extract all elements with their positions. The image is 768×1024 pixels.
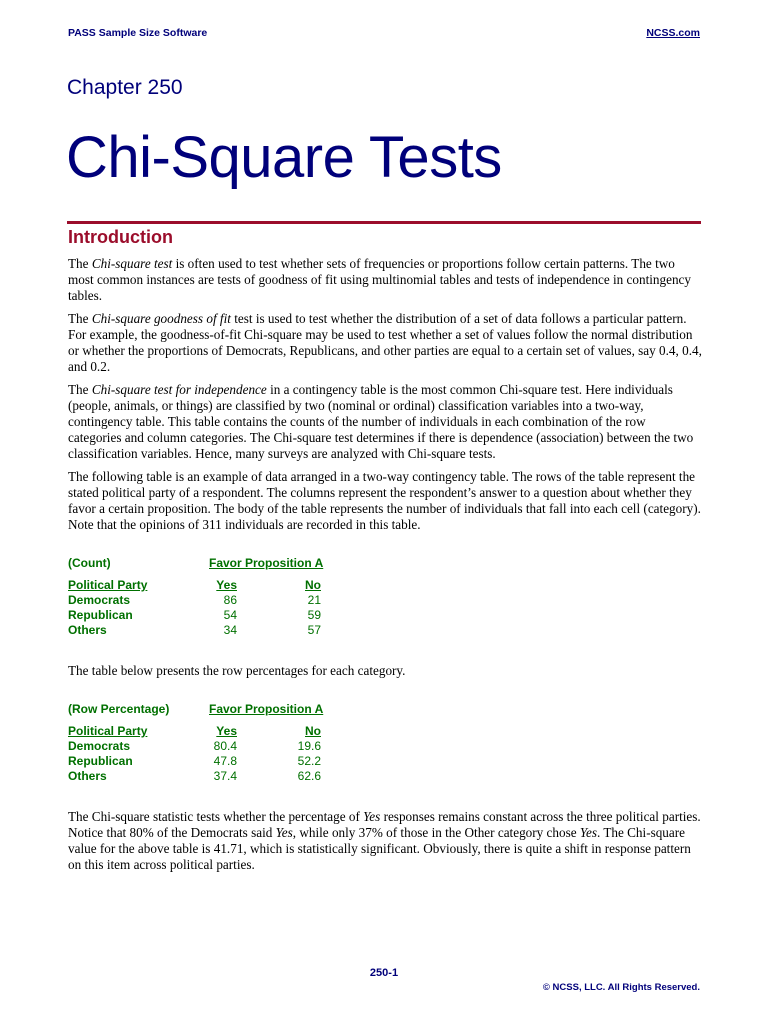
- pct-table-col-no: No: [305, 724, 321, 738]
- page-title: Chi-Square Tests: [66, 125, 502, 190]
- count-table-cell: 59: [307, 608, 321, 622]
- row-percentage-table: [68, 701, 702, 791]
- count-table-col-no: No: [305, 578, 321, 592]
- count-table-cell: 34: [223, 623, 237, 637]
- header-website-link[interactable]: NCSS.com: [646, 27, 700, 39]
- pct-table-cell: 19.6: [297, 739, 321, 753]
- copyright-notice: © NCSS, LLC. All Rights Reserved.: [542, 982, 700, 993]
- paragraph-6: The Chi-square statistic tests whether the percentage of Yes responses remains constant across the three political parties. Notice that 80% of the Democrats said Yes, while only 37% of those in the Other category chose Yes. The Chi-square value for the above table is 41.71, which is statistically significant. Obviously, there is quite a shift in response pattern on this item across political parties.: [68, 809, 701, 872]
- pct-table-corner: (Row Percentage): [68, 702, 170, 716]
- pct-table-cell: 47.8: [213, 754, 237, 768]
- count-table-cell: 21: [307, 593, 321, 607]
- count-table-col-yes: Yes: [216, 578, 237, 592]
- count-table-row-label: Others: [68, 623, 107, 637]
- header-product-name: PASS Sample Size Software: [68, 27, 208, 39]
- body-text: [68, 256, 702, 880]
- count-table: [68, 555, 702, 645]
- pct-table-cell: 80.4: [213, 739, 237, 753]
- page-number: 250-1: [369, 967, 399, 979]
- paragraph-3: The Chi-square test for independence in a contingency table is the most common Chi-square test. Here individuals (people, animals, or things) are classified by two (nominal or ordinal) classification variables into a two-way, contingency table. This table contains the counts of the number of individuals in each combination of the row categories and column categories. The Chi-square test determines if there is dependence (association) between the two classification variables. Hence, many surveys are analyzed with Chi-square tests.: [68, 382, 694, 461]
- count-table-row-label: Republican: [68, 608, 133, 622]
- pct-table-cell: 62.6: [297, 769, 321, 783]
- count-table-group-header: Favor Proposition A: [209, 556, 324, 570]
- paragraph-4: The following table is an example of data arranged in a two-way contingency table. The rows of the table represent the stated political party of a respondent. The columns represent the respondent’s answer to a question about whether they favor a certain proposition. The body of the table represents the number of individuals that fall into each cell (category). Note that the opinions of 311 individuals are recorded in this table.: [68, 469, 701, 532]
- pct-table-row-label: Democrats: [68, 739, 131, 753]
- count-table-row-label: Democrats: [68, 593, 131, 607]
- section-heading: Introduction: [68, 227, 173, 247]
- pct-table-col-yes: Yes: [216, 724, 237, 738]
- paragraph-5: The table below presents the row percentages for each category.: [68, 663, 406, 678]
- count-table-row-header: Political Party: [68, 578, 148, 592]
- count-table-cell: 86: [223, 593, 237, 607]
- chapter-label: Chapter 250: [67, 76, 183, 99]
- count-table-cell: 57: [307, 623, 321, 637]
- count-table-cell: 54: [223, 608, 237, 622]
- title-divider: [67, 221, 701, 224]
- pct-table-cell: 37.4: [213, 769, 237, 783]
- pct-table-group-header: Favor Proposition A: [209, 702, 324, 716]
- pct-table-cell: 52.2: [297, 754, 321, 768]
- count-table-corner: (Count): [68, 556, 111, 570]
- paragraph-2: The Chi-square goodness of fit test is used to test whether the distribution of a set of data follows a particular pattern. For example, the goodness-of-fit Chi-square may be used to test whether a set of values follow the normal distribution or whether the proportions of Democrats, Republicans, and other parties are equal to a certain set of values, say 0.4, 0.4, and 0.2.: [68, 311, 702, 374]
- pct-table-row-label: Republican: [68, 754, 133, 768]
- pct-table-row-header: Political Party: [68, 724, 148, 738]
- pct-table-row-label: Others: [68, 769, 107, 783]
- paragraph-1: The Chi-square test is often used to test whether sets of frequencies or proportions follow certain patterns. The two most common instances are tests of goodness of fit using multinomial tables and tests of independence in contingency tables.: [68, 256, 691, 303]
